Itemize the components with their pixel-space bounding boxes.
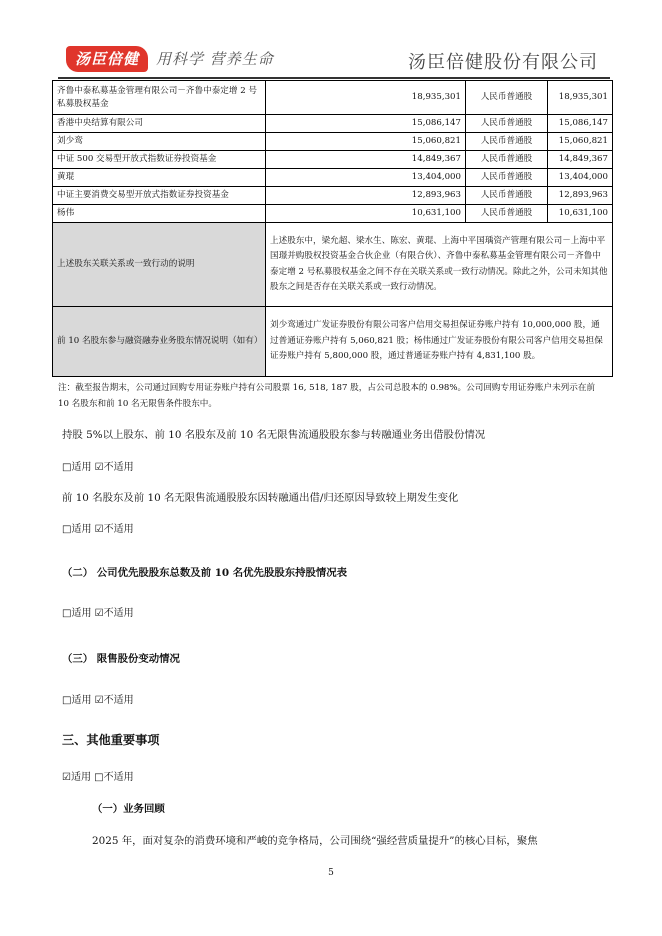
margin-text: 刘少鸾通过广发证券股份有限公司客户信用交易担保证券账户持有 10,000,000 股，通过普通证券账户持有 5,060,821 股；杨伟通过广发证券股份有限公司客户信用交易担保证券账户持有 5,800,000 股，通过普通证券账户持有 4,831,100 股。 <box>266 307 613 377</box>
table-row <box>53 81 613 115</box>
table-row <box>53 115 613 133</box>
holder-name: 刘少鸾 <box>53 133 266 151</box>
checkbox-status: □适用 ☑不适用 <box>62 462 134 473</box>
holder-name: 中证主要消费交易型开放式指数证券投资基金 <box>53 187 266 205</box>
holder-qty: 15,060,821 <box>266 133 466 151</box>
relation-row <box>53 223 613 307</box>
relation-text: 上述股东中，梁允超、梁水生、陈宏、黄琨、上海中平国瑀资产管理有限公司－上海中平国璟并购股权投资基金合伙企业（有限合伙）、齐鲁中泰私募基金管理有限公司－齐鲁中泰定增 2 号私募股权基金之间不存在关联关系或一致行动情况。除此之外，公司未知其他股东之间是否存在关联关系或一致行动情况。 <box>266 223 613 307</box>
table-row <box>53 187 613 205</box>
share-class-qty: 15,086,147 <box>548 115 613 133</box>
relation-label: 上述股东关联关系或一致行动的说明 <box>53 223 266 307</box>
holder-name: 齐鲁中泰私募基金管理有限公司－齐鲁中泰定增 2 号私募股权基金 <box>53 81 266 115</box>
share-class: 人民币普通股 <box>466 81 548 115</box>
page-header <box>58 46 604 74</box>
share-class-qty: 10,631,100 <box>548 205 613 223</box>
holder-name: 黄琨 <box>53 169 266 187</box>
share-class-qty: 14,849,367 <box>548 151 613 169</box>
heading-other-matters: 三、其他重要事项 <box>62 733 160 747</box>
margin-label: 前 10 名股东参与融资融券业务股东情况说明（如有） <box>53 307 266 377</box>
paragraph-change: 前 10 名股东及前 10 名无限售流通股股东因转融通出借/归还原因导致较上期发生变化 <box>62 492 459 504</box>
holder-qty: 12,893,963 <box>266 187 466 205</box>
holder-qty: 18,935,301 <box>266 81 466 115</box>
table-row <box>53 169 613 187</box>
table-row <box>53 205 613 223</box>
heading-restricted-shares: （三） 限售股份变动情况 <box>62 653 180 665</box>
brand-logo: 汤臣倍健 <box>66 46 148 72</box>
holder-qty: 14,849,367 <box>266 151 466 169</box>
share-class: 人民币普通股 <box>466 205 548 223</box>
shareholders-table <box>52 80 613 377</box>
share-class: 人民币普通股 <box>466 133 548 151</box>
company-name: 汤臣倍健股份有限公司 <box>408 52 598 73</box>
share-class-qty: 18,935,301 <box>548 81 613 115</box>
table-row <box>53 133 613 151</box>
table-row <box>53 151 613 169</box>
holder-qty: 15,086,147 <box>266 115 466 133</box>
table-note: 注：截至报告期末，公司通过回购专用证券账户持有公司股票 16, 518, 187 股，占公司总股本的 0.98%。公司回购专用证券账户未列示在前 10 名股东和前 10 名无限售条件股东中。 <box>58 383 596 409</box>
holder-name: 杨伟 <box>53 205 266 223</box>
page-number: 5 <box>328 868 334 878</box>
share-class: 人民币普通股 <box>466 115 548 133</box>
share-class: 人民币普通股 <box>466 187 548 205</box>
margin-row <box>53 307 613 377</box>
checkbox-status: □适用 ☑不适用 <box>62 524 134 535</box>
paragraph-lending: 持股 5%以上股东、前 10 名股东及前 10 名无限售流通股股东参与转融通业务出借股份情况 <box>62 429 486 441</box>
header-divider <box>58 77 610 79</box>
share-class: 人民币普通股 <box>466 169 548 187</box>
checkbox-status: □适用 ☑不适用 <box>62 608 134 619</box>
brand-slogan: 用科学 营养生命 <box>156 50 274 68</box>
heading-business-review: （一）业务回顾 <box>92 803 165 815</box>
holder-name: 香港中央结算有限公司 <box>53 115 266 133</box>
share-class-qty: 13,404,000 <box>548 169 613 187</box>
holder-qty: 10,631,100 <box>266 205 466 223</box>
share-class-qty: 15,060,821 <box>548 133 613 151</box>
share-class-qty: 12,893,963 <box>548 187 613 205</box>
heading-preferred-shares: （二） 公司优先股股东总数及前 10 名优先股股东持股情况表 <box>62 567 348 579</box>
checkbox-status: ☑适用 □不适用 <box>62 772 134 783</box>
holder-name: 中证 500 交易型开放式指数证券投资基金 <box>53 151 266 169</box>
share-class: 人民币普通股 <box>466 151 548 169</box>
holder-qty: 13,404,000 <box>266 169 466 187</box>
checkbox-status: □适用 ☑不适用 <box>62 695 134 706</box>
body-paragraph: 2025 年，面对复杂的消费环境和严峻的竞争格局，公司围绕“强经营质量提升”的核心目标，聚焦 <box>92 835 538 847</box>
